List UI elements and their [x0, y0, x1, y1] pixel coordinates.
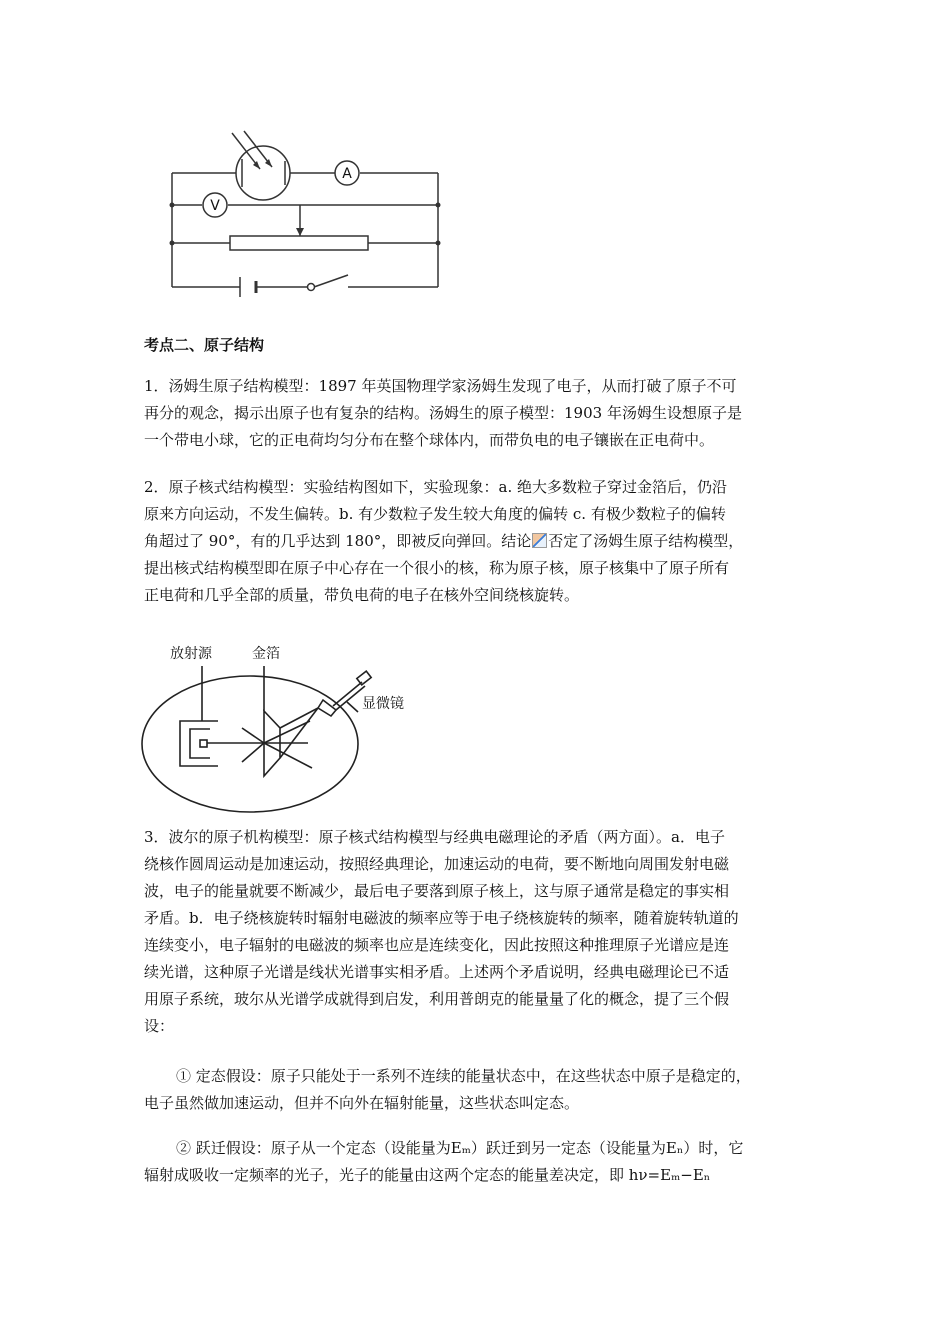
text-line: 3．波尔的原子机构模型：原子核式结构模型与经典电磁理论的矛盾（两方面）。a．电子 — [144, 828, 725, 846]
alpha-scattering-diagram — [140, 636, 440, 816]
text-line: 绕核作圆周运动是加速运动，按照经典理论，加速运动的电荷，要不断地向周围发射电磁 — [144, 855, 730, 873]
foil-label: 金箔 — [252, 646, 280, 662]
text-line: 矛盾。b．电子绕核旋转时辐射电磁波的频率应等于电子绕核旋转的频率，随着旋转轨道的 — [144, 909, 739, 927]
voltmeter-label: V — [210, 198, 220, 214]
text-line: ② 跃迁假设：原子从一个定态（设能量为Eₘ）跃迁到另一定态（设能量为Eₙ）时，它 — [176, 1139, 744, 1157]
text-segment: 否定了汤姆生原子结构模型， — [548, 532, 744, 550]
paragraph-transition — [144, 1135, 816, 1189]
text-segment: 角超过了 90°，有的几乎达到 180°，即被反向弹回。结论 — [144, 532, 532, 550]
text-line: 正电荷和几乎全部的质量，带负电荷的电子在核外空间绕核旋转。 — [144, 586, 580, 604]
text-line — [144, 528, 814, 555]
text-line: 一个带电小球，它的正电荷均匀分布在整个球体内，而带负电的电子镶嵌在正电荷中。 — [144, 431, 715, 449]
paragraph-thomson-model — [144, 373, 814, 454]
photoelectric-circuit-diagram — [160, 125, 450, 305]
text-line: 设： — [144, 1017, 175, 1035]
section-title: 考点二、原子结构 — [144, 336, 265, 354]
source-label: 放射源 — [170, 646, 212, 662]
text-line: 连续变小，电子辐射的电磁波的频率也应是连续变化，因此按照这种推理原子光谱应是连 — [144, 936, 730, 954]
paragraph-stationary-state — [144, 1063, 816, 1117]
text-line: 用原子系统，玻尔从光谱学成就得到启发，利用普朗克的能量量了化的概念，提了三个假 — [144, 990, 730, 1008]
text-line: 波，电子的能量就要不断减少，最后电子要落到原子核上，这与原子通常是稳定的事实相 — [144, 882, 730, 900]
paragraph-nuclear-model — [144, 474, 814, 609]
text-line: 原来方向运动，不发生偏转。b. 有少数粒子发生较大角度的偏转 c. 有极少数粒子的偏转 — [144, 505, 726, 523]
microscope-label: 显微镜 — [362, 696, 404, 712]
ammeter-label: A — [342, 166, 352, 182]
paragraph-bohr-model — [144, 824, 814, 1040]
text-line: 辐射成吸收一定频率的光子，光子的能量由这两个定态的能量差决定，即 hν=Eₘ−Eₙ — [144, 1166, 711, 1184]
text-line: 续光谱，这种原子光谱是线状光谱事实相矛盾。上述两个矛盾说明，经典电磁理论已不适 — [144, 963, 730, 981]
text-line: 电子虽然做加速运动，但并不向外在辐射能量，这些状态叫定态。 — [144, 1094, 580, 1112]
text-line: 1．汤姆生原子结构模型：1897 年英国物理学家汤姆生发现了电子，从而打破了原子不可 — [144, 377, 737, 395]
text-line: 提出核式结构模型即在原子中心存在一个很小的核，称为原子核，原子核集中了原子所有 — [144, 559, 730, 577]
text-line: 2．原子核式结构模型：实验结构图如下，实验现象：a. 绝大多数粒子穿过金箔后，仍沿 — [144, 478, 728, 496]
text-line: ① 定态假设：原子只能处于一系列不连续的能量状态中，在这些状态中原子是稳定的， — [176, 1067, 751, 1085]
broken-image-icon — [532, 533, 547, 548]
text-line: 再分的观念，揭示出原子也有复杂的结构。汤姆生的原子模型：1903 年汤姆生设想原子是 — [144, 404, 742, 422]
